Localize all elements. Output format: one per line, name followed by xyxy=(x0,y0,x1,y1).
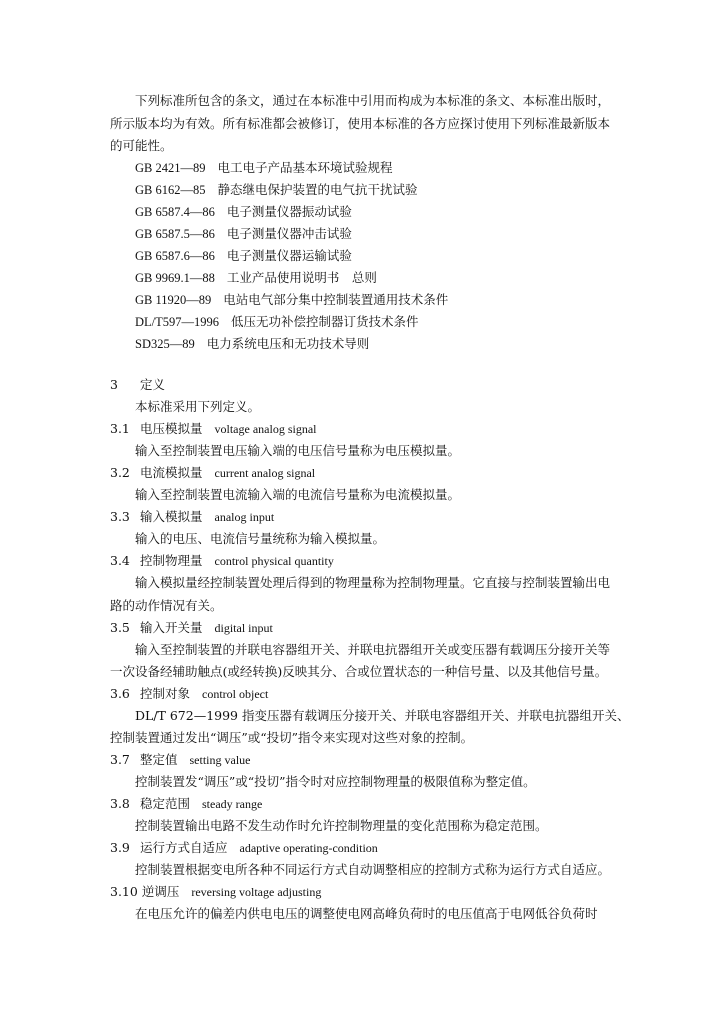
reference-code: DL/T597—1996 xyxy=(135,315,220,329)
definition-term: 控制物理量 xyxy=(140,553,203,568)
definition-heading xyxy=(110,685,618,703)
reference-item xyxy=(135,181,643,199)
definition-term-english: current analog signal xyxy=(214,466,316,480)
reference-code: GB 9969.1—88 xyxy=(135,271,215,285)
reference-title: 静态继电保护装置的电气抗干扰试验 xyxy=(217,182,418,197)
reference-code: GB 6587.6—86 xyxy=(135,249,215,263)
definition-number: 3.7 xyxy=(110,752,130,767)
reference-title: 电站电气部分集中控制装置通用技术条件 xyxy=(223,292,449,307)
definition-term-english: voltage analog signal xyxy=(214,422,317,436)
definition-heading xyxy=(110,619,618,637)
definition-body: 输入的电压、电流信号量统称为输入模拟量。 xyxy=(135,531,386,546)
definition-body: 输入至控制装置的并联电容器组开关、并联电抗器组开关或变压器有载调压分接开关等 xyxy=(135,642,611,657)
reference-item xyxy=(135,203,643,221)
definition-number: 3.3 xyxy=(110,509,130,524)
reference-item xyxy=(135,225,643,243)
definition-body: DL/T 672—1999 指变压器有载调压分接开关、并联电容器组开关、并联电抗器组开关、 xyxy=(135,708,630,723)
definition-term: 输入开关量 xyxy=(140,620,203,635)
reference-item xyxy=(135,313,643,331)
reference-title: 工业产品使用说明书 总则 xyxy=(226,270,377,285)
definition-body: 控制装置根据变电所各种不同运行方式自动调整相应的控制方式称为运行方式自适应。 xyxy=(135,862,611,877)
reference-item xyxy=(135,247,643,265)
reference-code: SD325—89 xyxy=(135,337,195,351)
definition-heading xyxy=(110,839,618,857)
definition-body: 输入至控制装置电压输入端的电压信号量称为电压模拟量。 xyxy=(135,443,461,458)
reference-title: 电子测量仪器冲击试验 xyxy=(226,226,352,241)
definition-number: 3.4 xyxy=(110,553,130,568)
definition-term-english: steady range xyxy=(202,797,263,811)
definition-number: 3.8 xyxy=(110,796,130,811)
definition-term: 整定值 xyxy=(140,752,178,767)
definition-term: 控制对象 xyxy=(140,686,191,701)
definition-term-english: analog input xyxy=(214,510,275,524)
definition-heading xyxy=(110,420,618,438)
definition-body: 控制装置输出电路不发生动作时允许控制物理量的变化范围称为稳定范围。 xyxy=(135,818,548,833)
section-number: 3 xyxy=(110,377,118,392)
reference-title: 电子测量仪器振动试验 xyxy=(226,204,352,219)
section-title: 定义 xyxy=(140,377,166,392)
definition-heading xyxy=(110,464,618,482)
definition-body: 控制装置通过发出“调压”或“投切”指令来实现对这些对象的控制。 xyxy=(110,730,474,745)
definition-body: 路的动作情况有关。 xyxy=(110,598,223,613)
reference-title: 电子测量仪器运输试验 xyxy=(226,248,352,263)
reference-item xyxy=(135,335,643,353)
definition-heading xyxy=(110,883,618,901)
intro-line: 的可能性。 xyxy=(110,138,173,153)
reference-code: GB 2421—89 xyxy=(135,161,206,175)
intro-line: 下列标准所包含的条文，通过在本标准中引用而构成为本标准的条文、本标准出版时， xyxy=(135,93,611,108)
definition-heading xyxy=(110,751,618,769)
definition-heading xyxy=(110,795,618,813)
definition-number: 3.6 xyxy=(110,686,130,701)
definition-number: 3.5 xyxy=(110,620,130,635)
reference-title: 电工电子产品基本环境试验规程 xyxy=(217,160,393,175)
reference-code: GB 6587.4—86 xyxy=(135,205,215,219)
reference-code: GB 11920—89 xyxy=(135,293,212,307)
definition-heading xyxy=(110,508,618,526)
definition-term: 电压模拟量 xyxy=(140,421,203,436)
definition-body: 输入模拟量经控制装置处理后得到的物理量称为控制物理量。它直接与控制装置输出电 xyxy=(135,575,611,590)
definition-number: 3.1 xyxy=(110,421,130,436)
reference-code: GB 6587.5—86 xyxy=(135,227,215,241)
definition-term: 逆调压 xyxy=(141,884,180,899)
definition-term-english: control object xyxy=(202,687,269,701)
definition-body: 一次设备经辅助触点(或经转换)反映其分、合或位置状态的一种信号量、以及其他信号量。 xyxy=(110,664,608,679)
definition-term-english: digital input xyxy=(214,621,273,635)
definition-number: 3.10 xyxy=(110,884,138,899)
definition-term: 运行方式自适应 xyxy=(140,840,228,855)
definition-term: 电流模拟量 xyxy=(140,465,203,480)
definition-body: 在电压允许的偏差内供电电压的调整使电网高峰负荷时的电压值高于电网低谷负荷时 xyxy=(135,906,598,921)
section-heading xyxy=(110,376,618,394)
reference-code: GB 6162—85 xyxy=(135,183,206,197)
definition-term-english: adaptive operating-condition xyxy=(239,841,378,855)
definition-body: 输入至控制装置电流输入端的电流信号量称为电流模拟量。 xyxy=(135,487,461,502)
definition-number: 3.2 xyxy=(110,465,130,480)
definition-term-english: control physical quantity xyxy=(214,554,334,568)
reference-item xyxy=(135,159,643,177)
definition-body: 控制装置发“调压”或“投切”指令时对应控制物理量的极限值称为整定值。 xyxy=(135,774,536,789)
definition-heading xyxy=(110,552,618,570)
definition-number: 3.9 xyxy=(110,840,130,855)
reference-title: 电力系统电压和无功技术导则 xyxy=(206,336,370,351)
reference-title: 低压无功补偿控制器订货技术条件 xyxy=(231,314,419,329)
definition-term-english: setting value xyxy=(189,753,251,767)
definition-term: 输入模拟量 xyxy=(140,509,203,524)
reference-item xyxy=(135,269,643,287)
definition-term: 稳定范围 xyxy=(140,796,191,811)
section-intro: 本标准采用下列定义。 xyxy=(135,399,261,414)
reference-item xyxy=(135,291,643,309)
intro-line: 所示版本均为有效。所有标准都会被修订，使用本标准的各方应探讨使用下列标准最新版本 xyxy=(110,116,611,131)
definition-term-english: reversing voltage adjusting xyxy=(191,885,322,899)
